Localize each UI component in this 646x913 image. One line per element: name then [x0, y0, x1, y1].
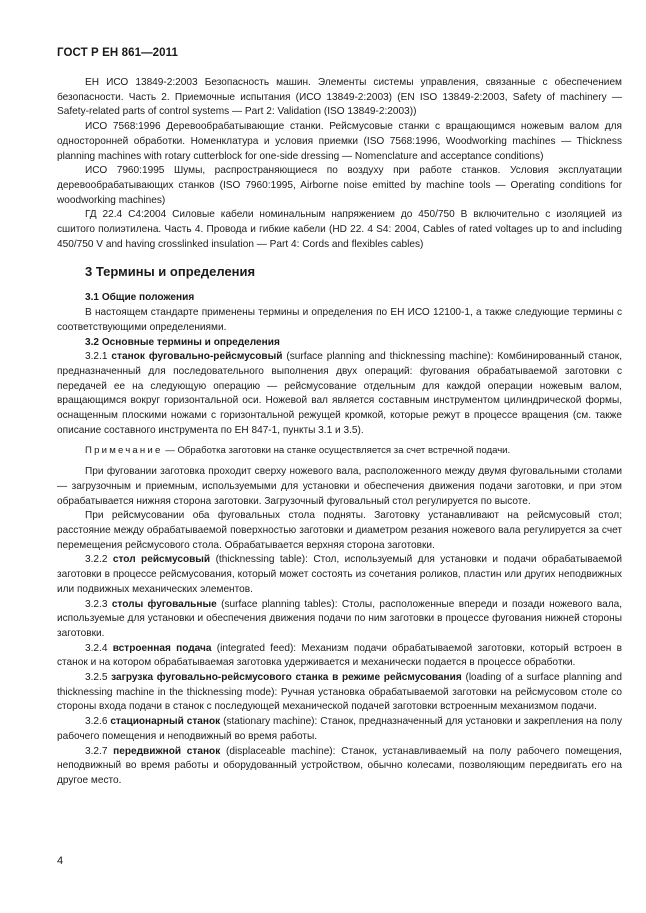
note	[57, 444, 622, 459]
term-name: передвижной станок	[113, 745, 221, 757]
term-number: 3.2.2	[85, 554, 108, 566]
subsection-title: 3.2 Основные термины и определения	[85, 336, 280, 348]
note-text: — Обработка заготовки на станке осуществляется за счет встречной подачи.	[165, 445, 511, 457]
term-name: станок фуговально-рейсмусовый	[111, 351, 283, 363]
term-number: 3.2.6	[85, 716, 108, 728]
document-body	[57, 76, 622, 789]
note-label: Примечание	[85, 445, 163, 457]
term-text: (thicknessing table): Стол, используемый для установки и подачи обрабатываемой заготовки в процессе рейсмусования, который может состоять из сочетания роликов, пластин или других неподвижных или подвижных механических элементов.	[57, 554, 622, 595]
reference-item: ЕН ИСО 13849-2:2003 Безопасность машин. Элементы системы управления, связанные с обеспечением безопасности. Часть 2. Приемочные испытания (ИСО 13849-2:2003) (EN ISO 13849-2:2003, Safety of machinery — Safety-related parts of control systems — Part 2: Validation (ISO 13849-2:2003))	[57, 77, 622, 118]
term-definition	[57, 553, 622, 597]
paragraph: При рейсмусовании оба фуговальных стола подняты. Заготовку устанавливают на рейсмусовый стол; расстояние между обрабатываемой поверхностью заготовки и диаметром резания ножевого вала регулируется за счет перемещения рейсмусового стола. Обрабатывается верхняя сторона заготовки.	[57, 510, 622, 551]
term-text: (stationary machine): Станок, предназначенный для установки и закрепления на полу рабочего помещения и неподвижный во время работы.	[57, 716, 622, 742]
term-name: загрузка фуговально-рейсмусового станка в режиме рейсмусования	[111, 672, 462, 684]
subsection-title: 3.1 Общие положения	[85, 292, 195, 304]
term-name: стационарный станок	[110, 716, 221, 728]
term-number: 3.2.7	[85, 745, 108, 757]
term-text: (surface planning tables): Столы, расположенные впереди и позади ножевого вала, используемые для установки и обеспечения движения подачи по ним заготовки в процессе фугования нижней стороны заготовки.	[57, 598, 622, 639]
document-header: ГОСТ Р ЕН 861—2011	[57, 47, 179, 59]
term-name: встроенная подача	[112, 642, 212, 654]
term-number: 3.2.4	[85, 642, 108, 654]
term-definition	[57, 715, 622, 744]
term-text: (integrated feed): Механизм подачи обрабатываемой заготовки, который встроен в станок и на котором обрабатываемая заготовка удерживается и механически подается в процессе обработки.	[57, 642, 622, 669]
term-number: 3.2.3	[85, 598, 108, 610]
term-number: 3.2.1	[85, 351, 108, 363]
page-number: 4	[57, 855, 64, 867]
reference-item: ИСО 7568:1996 Деревообрабатывающие станки. Рейсмусовые станки с вращающимся ножевым валом для односторонней обработки. Номенклатура и условия приемки (ISO 7568:1996, Woodworking machines — Thickness planning machines with rotary cutterblock for one-side dressing — Nomenclature and acceptance conditions)	[57, 121, 622, 162]
reference-item: ГД 22.4 С4:2004 Силовые кабели номинальным напряжением до 450/750 В включительно с изоляцией из сшитого полиэтилена. Часть 4. Провода и гибкие кабели (HD 22. 4 S4: 2004, Cables of rated voltages up to and including 450/750 V and having crosslinked insulation — Part 4: Cords and flexibles cables)	[57, 209, 622, 250]
term-text: (loading of a surface planning and thicknessing machine in the thicknessing mode): Ручная установка обрабатываемой заготовки на рейсмусовом столе со стороны входа подачи в станок с последующей механической подачей заготовки встроенным механизмом подачи.	[57, 672, 622, 713]
term-name: стол рейсмусовый	[112, 554, 211, 566]
paragraph: В настоящем стандарте применены термины и определения по ЕН ИСО 12100-1, а также следующие термины с соответствующими определениями.	[57, 307, 622, 333]
term-text: (surface planning and thicknessing machine): Комбинированный станок, предназначенный для последовательного выполнения двух операций: фугования обрабатываемой заготовки с передачей ее на следующую операцию — рейсмусование отдельным для каждой операции ножевым валом, вращающимся вокруг горизонтальной оси. Ножевой вал является составным инструментом цилиндрической формы, оснащенным плоскими ножами с горизонтальной режущей кромкой, которые режут в процессе вращения (см. также описание составного инструмента по ЕН 847-1, пункты 3.1 и 3.5).	[57, 351, 623, 436]
term-number: 3.2.5	[85, 672, 108, 684]
term-name: столы фуговальные	[111, 598, 217, 610]
term-definition	[57, 598, 622, 642]
term-definition	[57, 642, 622, 671]
reference-item: ИСО 7960:1995 Шумы, распространяющиеся по воздуху при работе станков. Условия эксплуатации деревообрабатывающих станков (ISO 7960:1995, Airborne noise emitted by machine tools — Operating conditions for woodworking machines)	[57, 165, 622, 206]
term-text: (displaceable machine): Станок, устанавливаемый на полу рабочего помещения, неподвижный во время работы и оборудованный устройством, обычно колесами, позволяющим передвигать его на другое место.	[57, 745, 622, 786]
term-definition	[57, 350, 622, 438]
term-definition	[57, 745, 622, 789]
paragraph: При фуговании заготовка проходит сверху ножевого вала, расположенного между двумя фуговальными столами — загрузочным и приемным, используемыми для установки и обеспечения движения подачи заготовки, и при этом обрабатывается нижняя сторона заготовки. Загрузочный фуговальный стол регулируется по высоте.	[57, 466, 622, 507]
term-definition	[57, 671, 622, 715]
section-title: 3 Термины и определения	[85, 264, 256, 280]
